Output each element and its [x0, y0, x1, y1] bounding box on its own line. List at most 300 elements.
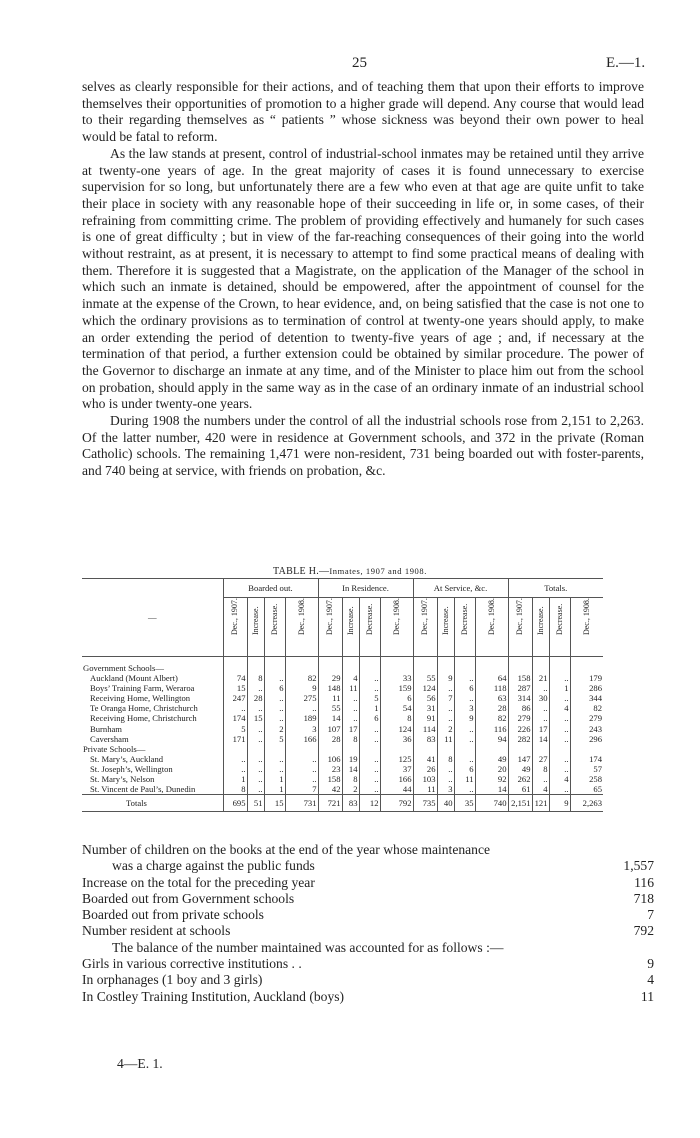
table-cell: 1 [359, 703, 380, 713]
table-cell: 49 [508, 764, 532, 774]
table-cell: 721 [318, 795, 342, 812]
table-cell: 5 [359, 693, 380, 703]
table-cell: 82 [475, 713, 508, 723]
summary-label: Increase on the total for the preceding year [82, 874, 315, 890]
table-cell [264, 744, 285, 754]
row-label: Receiving Home, Wellington [90, 693, 191, 704]
table-cell: .. [223, 703, 247, 713]
page-header [0, 55, 700, 75]
column-header [549, 598, 570, 657]
table-cell: 8 [247, 673, 264, 683]
table-cell: .. [549, 693, 570, 703]
row-label: Auckland (Mount Albert) [90, 673, 178, 684]
table-cell: .. [342, 693, 359, 703]
table-cell: .. [359, 764, 380, 774]
table-cell: 51 [247, 795, 264, 812]
column-header [508, 598, 532, 657]
summary-value: 7 [647, 907, 654, 923]
table-cell: .. [454, 734, 475, 744]
table-cell: .. [285, 703, 318, 713]
table-cell: .. [359, 683, 380, 693]
table-cell [508, 657, 532, 674]
table-cell: 9 [285, 683, 318, 693]
table-cell: .. [359, 774, 380, 784]
body-text [82, 79, 644, 480]
column-header-label: Dec., 1908. [391, 598, 401, 635]
table-cell: 30 [532, 693, 549, 703]
table-cell: 107 [318, 724, 342, 734]
table-cell: 83 [413, 734, 437, 744]
summary-label: The balance of the number maintained was accounted for as follows :— [112, 939, 504, 955]
table-cell: 282 [508, 734, 532, 744]
row-label: St. Mary’s, Auckland [90, 753, 164, 764]
table-row [82, 744, 603, 754]
column-header-label: Decrease. [269, 603, 279, 635]
table-cell: 28 [318, 734, 342, 744]
table-cell: 174 [570, 754, 603, 764]
page-number: 25 [352, 55, 367, 71]
row-label: St. Joseph’s, Wellington [90, 763, 173, 774]
table-cell: .. [342, 713, 359, 723]
table-cell: 14 [342, 764, 359, 774]
table-cell [285, 744, 318, 754]
table-cell: 56 [413, 693, 437, 703]
summary-value: 1,557 [623, 858, 654, 874]
table-cell: .. [549, 784, 570, 795]
row-label: Caversham [90, 733, 129, 744]
table-cell [508, 744, 532, 754]
table-cell: 171 [223, 734, 247, 744]
table-cell: 344 [570, 693, 603, 703]
table-cell: 279 [570, 713, 603, 723]
summary-row [82, 923, 654, 939]
table-cell: .. [532, 774, 549, 784]
table-cell: 792 [380, 795, 413, 812]
table-cell: 21 [532, 673, 549, 683]
table-cell: .. [549, 724, 570, 734]
summary-row [82, 907, 654, 923]
summary-value: 9 [647, 956, 654, 972]
table-cell: 40 [437, 795, 454, 812]
table-row [82, 713, 603, 723]
table-cell: 17 [532, 724, 549, 734]
table-cell: 82 [285, 673, 318, 683]
table-cell [570, 744, 603, 754]
table-cell: 1 [549, 683, 570, 693]
table-cell: 8 [223, 784, 247, 795]
table-row [82, 795, 603, 812]
column-header-label: Dec., 1908. [486, 598, 496, 635]
table-cell: 147 [508, 754, 532, 764]
summary-value: 718 [633, 890, 654, 906]
summary-value: 4 [647, 972, 654, 988]
table-cell: 7 [437, 693, 454, 703]
column-header [454, 598, 475, 657]
table-cell: .. [285, 754, 318, 764]
table-cell: 279 [508, 713, 532, 723]
table-cell: .. [264, 754, 285, 764]
row-label: Burnham [90, 723, 122, 734]
table-cell: 3 [437, 784, 454, 795]
table-cell: 15 [247, 713, 264, 723]
table-cell: 6 [264, 683, 285, 693]
table-cell: 114 [413, 724, 437, 734]
table-cell: 63 [475, 693, 508, 703]
table-cell: .. [549, 713, 570, 723]
table-cell: 3 [285, 724, 318, 734]
table-cell [342, 744, 359, 754]
row-label: St. Mary’s, Nelson [90, 774, 155, 785]
table-cell: 61 [508, 784, 532, 795]
column-header-label: Dec., 1907. [324, 598, 334, 635]
table-cell: 4 [532, 784, 549, 795]
table-cell: 247 [223, 693, 247, 703]
table-cell: .. [454, 784, 475, 795]
column-header [247, 598, 264, 657]
table-cell: 8 [380, 713, 413, 723]
table-cell: 4 [549, 703, 570, 713]
table-row [82, 774, 603, 784]
column-header [342, 598, 359, 657]
table-cell: 14 [318, 713, 342, 723]
table-cell: 4 [549, 774, 570, 784]
table-row [82, 703, 603, 713]
summary-label: Boarded out from private schools [82, 907, 264, 923]
summary-row [82, 989, 654, 1005]
table-cell: 14 [532, 734, 549, 744]
inmates-table [82, 578, 603, 812]
paragraph-1: selves as clearly responsible for their actions, and of teaching them that upon their efforts to improve themselves their opportunities of promotion to a higher grade will depend. Any course that would lead to their regarding themselves as “ patients ” whose sickness was beyond their own power to heal would be fatal to reform. [82, 79, 644, 145]
summary-label: Boarded out from Government schools [82, 890, 295, 906]
column-header [359, 598, 380, 657]
table-cell: 243 [570, 724, 603, 734]
table-cell: .. [342, 703, 359, 713]
table-cell: .. [454, 724, 475, 734]
table-cell: 15 [223, 683, 247, 693]
table-cell: 3 [454, 703, 475, 713]
table-row [82, 693, 603, 703]
table-cell: 6 [454, 683, 475, 693]
table-cell: 29 [318, 673, 342, 683]
table-cell [549, 657, 570, 674]
table-cell: 65 [570, 784, 603, 795]
table-cell: 6 [454, 764, 475, 774]
table-cell: 35 [454, 795, 475, 812]
table-cell: 20 [475, 764, 508, 774]
table-cell: 2,151 [508, 795, 532, 812]
table-cell: 27 [532, 754, 549, 764]
table-cell: 158 [318, 774, 342, 784]
column-header [570, 598, 603, 657]
column-header-label: Decrease. [459, 603, 469, 635]
summary-label: was a charge against the public funds [112, 858, 315, 874]
table-cell: 287 [508, 683, 532, 693]
table-cell: 37 [380, 764, 413, 774]
table-cell: .. [454, 673, 475, 683]
table-cell [454, 657, 475, 674]
table-cell [570, 657, 603, 674]
table-cell: 314 [508, 693, 532, 703]
table-cell: 4 [342, 673, 359, 683]
table-cell: 124 [380, 724, 413, 734]
table-cell: 226 [508, 724, 532, 734]
table-cell: 9 [437, 673, 454, 683]
row-label: Private Schools— [83, 743, 146, 754]
group-boarded-out: Boarded out. [223, 579, 318, 598]
column-header-label: Dec., 1908. [581, 598, 591, 635]
table-cell: .. [264, 673, 285, 683]
table-row [82, 754, 603, 764]
summary-list [82, 842, 654, 1005]
summary-label: In orphanages (1 boy and 3 girls) [82, 972, 263, 988]
document-reference: E.—1. [606, 55, 646, 71]
table-cell: .. [532, 683, 549, 693]
table-caption-title: Inmates, 1907 and 1908. [329, 566, 427, 576]
table-cell [247, 744, 264, 754]
table-cell [532, 744, 549, 754]
table-cell: 54 [380, 703, 413, 713]
summary-value: 116 [634, 874, 654, 890]
table-cell: .. [247, 734, 264, 744]
table-cell: 7 [285, 784, 318, 795]
row-label: Totals [82, 795, 223, 812]
table-cell: 166 [380, 774, 413, 784]
table-cell: 55 [318, 703, 342, 713]
table-cell: 9 [454, 713, 475, 723]
table-cell: 94 [475, 734, 508, 744]
summary-row [82, 972, 654, 988]
table-cell [318, 657, 342, 674]
table-cell: 1 [264, 774, 285, 784]
table-cell: 44 [380, 784, 413, 795]
row-label: Boys’ Training Farm, Weraroa [90, 683, 195, 694]
table-caption [0, 566, 700, 577]
column-header-label: Increase. [345, 606, 355, 635]
table-cell: 116 [475, 724, 508, 734]
table-cell: 83 [342, 795, 359, 812]
row-label: Te Oranga Home, Christchurch [90, 703, 198, 714]
table-cell: 103 [413, 774, 437, 784]
table-cell [223, 744, 247, 754]
table-cell: 2 [264, 724, 285, 734]
table-row [82, 734, 603, 744]
column-header [532, 598, 549, 657]
table-cell: .. [454, 754, 475, 764]
table-cell: .. [359, 724, 380, 734]
table-cell: 64 [475, 673, 508, 683]
table-cell [318, 744, 342, 754]
table-cell: 174 [223, 713, 247, 723]
table-cell: .. [247, 784, 264, 795]
table-cell: .. [223, 754, 247, 764]
table-row [82, 683, 603, 693]
table-cell: 28 [247, 693, 264, 703]
column-header [285, 598, 318, 657]
table-cell: .. [247, 683, 264, 693]
table-cell: .. [359, 754, 380, 764]
summary-row [82, 875, 654, 891]
column-header [475, 598, 508, 657]
table-cell: .. [285, 764, 318, 774]
table-cell [532, 657, 549, 674]
table-cell: .. [247, 774, 264, 784]
table-row [82, 657, 603, 674]
table-cell: 189 [285, 713, 318, 723]
column-header-label: Increase. [250, 606, 260, 635]
table-cell: 17 [342, 724, 359, 734]
table-cell: .. [437, 764, 454, 774]
table-cell: 740 [475, 795, 508, 812]
table-cell [285, 657, 318, 674]
table-cell: 36 [380, 734, 413, 744]
table-cell [454, 744, 475, 754]
table-cell: 8 [437, 754, 454, 764]
table-cell: .. [549, 764, 570, 774]
table-cell: 1 [264, 784, 285, 795]
table-cell [475, 744, 508, 754]
column-header [318, 598, 342, 657]
column-header [380, 598, 413, 657]
table-cell: 5 [264, 734, 285, 744]
table-cell: .. [285, 774, 318, 784]
table-row [82, 673, 603, 683]
table-cell: 158 [508, 673, 532, 683]
table-cell [475, 657, 508, 674]
table-cell: 159 [380, 683, 413, 693]
table-cell: 91 [413, 713, 437, 723]
table-cell: 296 [570, 734, 603, 744]
table-cell: 74 [223, 673, 247, 683]
table-cell: 11 [318, 693, 342, 703]
table-row [82, 784, 603, 795]
group-totals: Totals. [508, 579, 603, 598]
group-in-residence: In Residence. [318, 579, 413, 598]
column-header-label: Decrease. [554, 603, 564, 635]
table-cell: 11 [413, 784, 437, 795]
paragraph-3: During 1908 the numbers under the control of all the industrial schools rose from 2,151 to 2,263. Of the latter number, 420 were in residence at Government schools, and 372 in the private (Roman Catholic) schools. The remaining 1,471 were non-resident, 731 being boarded out with foster-parents, and 740 being at service, with friends on probation, &c. [82, 413, 644, 479]
column-header [413, 598, 437, 657]
row-label: St. Vincent de Paul’s, Dunedin [90, 784, 196, 795]
table-cell: .. [437, 774, 454, 784]
summary-row [82, 842, 654, 858]
table-cell: 28 [475, 703, 508, 713]
table-cell: 41 [413, 754, 437, 764]
table-cell: 6 [380, 693, 413, 703]
table-cell [223, 657, 247, 674]
table-cell: 125 [380, 754, 413, 764]
table-cell: .. [359, 734, 380, 744]
column-header-label: Dec., 1907. [514, 598, 524, 635]
table-cell: 118 [475, 683, 508, 693]
column-header-label: Dec., 1907. [419, 598, 429, 635]
table-cell [380, 744, 413, 754]
table-cell: 258 [570, 774, 603, 784]
table-cell: 8 [342, 734, 359, 744]
table-cell: 179 [570, 673, 603, 683]
column-header-label: Decrease. [364, 603, 374, 635]
row-label: Receiving Home, Christchurch [90, 713, 197, 724]
table-cell [359, 657, 380, 674]
summary-row [82, 858, 654, 874]
table-cell: 731 [285, 795, 318, 812]
table-cell: 26 [413, 764, 437, 774]
table-cell: .. [437, 683, 454, 693]
summary-row [82, 940, 654, 956]
summary-value: 11 [640, 988, 654, 1004]
table-cell: .. [549, 734, 570, 744]
table-cell: .. [247, 754, 264, 764]
table-cell: 86 [508, 703, 532, 713]
table-cell: 2,263 [570, 795, 603, 812]
table-cell: .. [437, 703, 454, 713]
table-cell: 275 [285, 693, 318, 703]
table-cell: .. [359, 673, 380, 683]
table-cell: .. [247, 764, 264, 774]
table-cell [264, 657, 285, 674]
column-header [437, 598, 454, 657]
summary-value: 792 [633, 923, 654, 939]
table-cell: 11 [454, 774, 475, 784]
summary-row [82, 956, 654, 972]
table-caption-prefix: TABLE H.— [273, 566, 330, 577]
table-cell: 31 [413, 703, 437, 713]
table-cell: .. [247, 703, 264, 713]
table-cell: 42 [318, 784, 342, 795]
table-cell: 11 [437, 734, 454, 744]
table-cell: .. [549, 754, 570, 764]
table-cell: .. [264, 693, 285, 703]
table-cell: .. [532, 703, 549, 713]
table-cell: 8 [532, 764, 549, 774]
table-cell: .. [359, 784, 380, 795]
summary-row [82, 891, 654, 907]
table-cell: 92 [475, 774, 508, 784]
table-cell: 15 [264, 795, 285, 812]
table-cell: 6 [359, 713, 380, 723]
table-cell: 49 [475, 754, 508, 764]
table-cell: .. [549, 673, 570, 683]
column-header [223, 598, 247, 657]
table-cell: 166 [285, 734, 318, 744]
table-cell: .. [264, 713, 285, 723]
table-cell: .. [264, 703, 285, 713]
table-cell: 5 [223, 724, 247, 734]
stub-header: — [82, 579, 223, 657]
table-cell [413, 744, 437, 754]
summary-label: Number of children on the books at the end of the year whose maintenance [82, 842, 491, 857]
table-cell: 82 [570, 703, 603, 713]
table-cell: 2 [342, 784, 359, 795]
table-cell: 9 [549, 795, 570, 812]
table-cell: 121 [532, 795, 549, 812]
table-cell: 55 [413, 673, 437, 683]
table-cell: 12 [359, 795, 380, 812]
summary-label: Girls in various corrective institutions . . [82, 956, 302, 972]
table-cell: 2 [437, 724, 454, 734]
table-cell [437, 657, 454, 674]
table-cell: 8 [342, 774, 359, 784]
table-cell: 148 [318, 683, 342, 693]
table-cell [247, 657, 264, 674]
table-cell: 11 [342, 683, 359, 693]
summary-label: In Costley Training Institution, Auckland (boys) [82, 988, 345, 1004]
table-cell: .. [437, 713, 454, 723]
table-cell [413, 657, 437, 674]
column-header [264, 598, 285, 657]
row-label: Government Schools— [83, 663, 164, 673]
table-cell [437, 744, 454, 754]
table-cell: .. [454, 693, 475, 703]
